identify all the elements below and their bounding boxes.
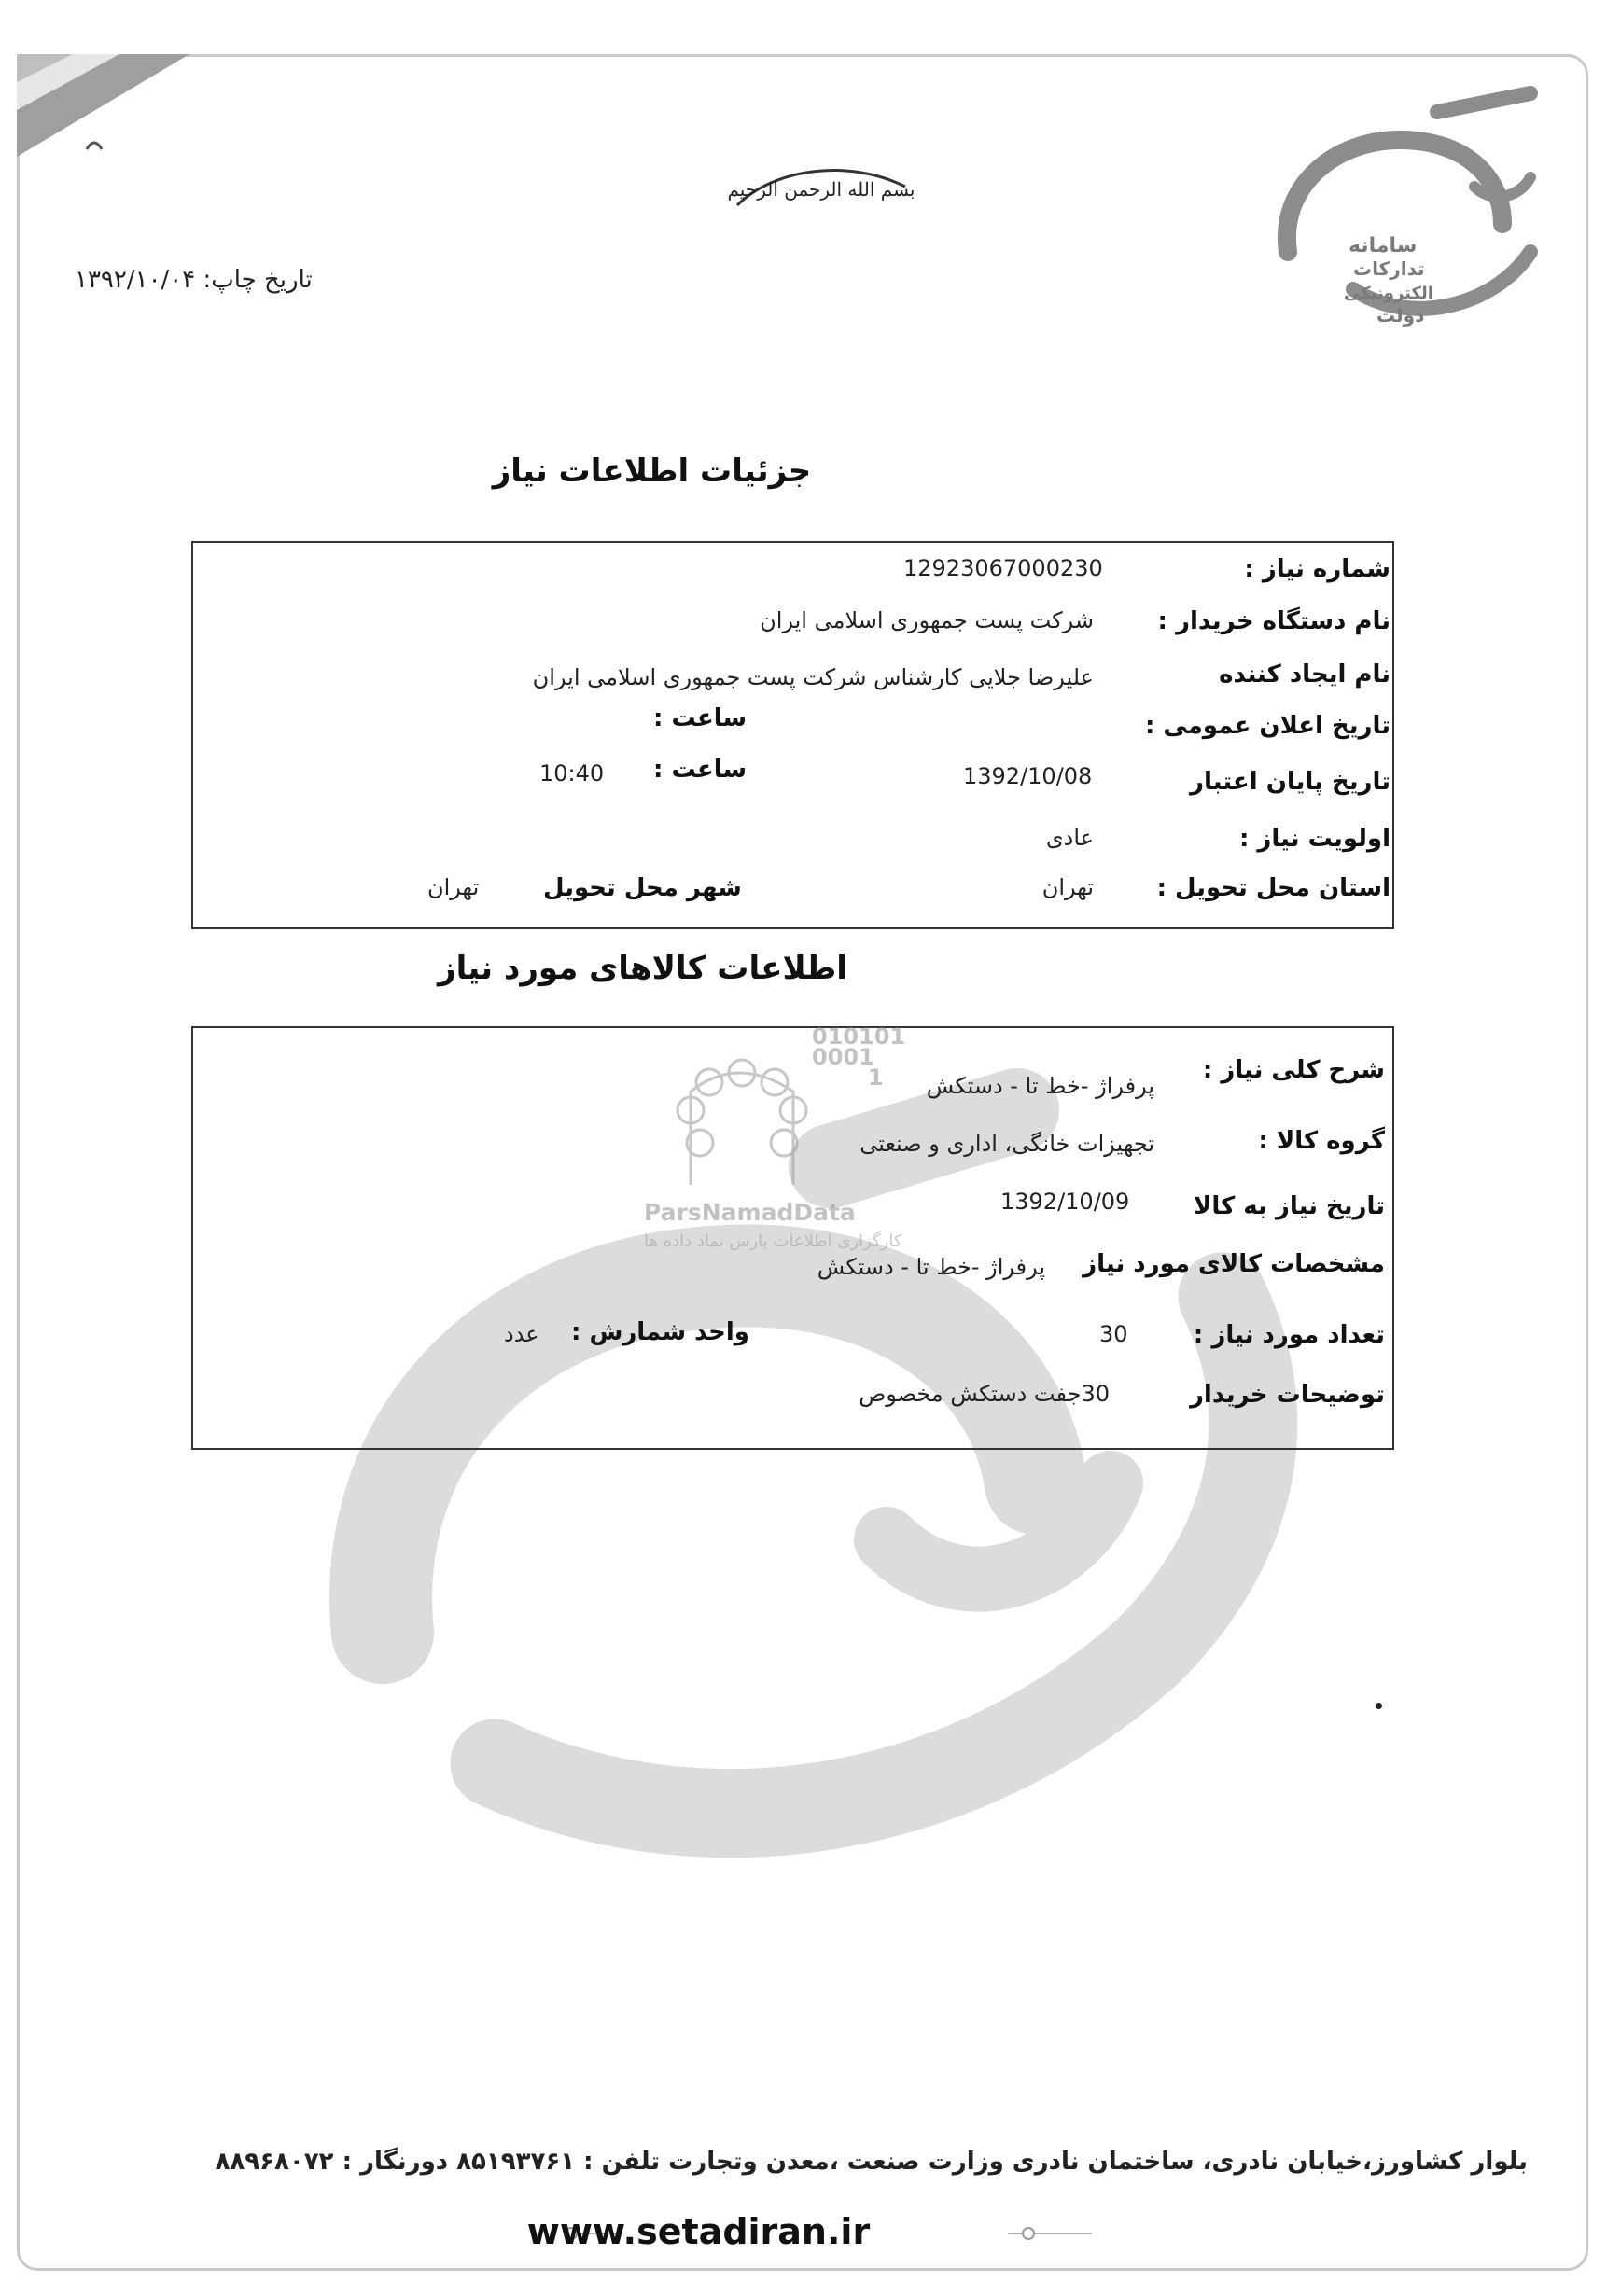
announce-time-label: ساعت : [653, 704, 748, 732]
spec-value: پرفراژ -خط تا - دستکش [817, 1254, 1045, 1280]
group-label: گروه کالا : [1258, 1127, 1385, 1155]
stamp-subtitle: کارگزاری اطلاعات پارس نماد داده ها [644, 1231, 902, 1251]
buyer-value: شرکت پست جمهوری اسلامی ایران [760, 607, 1094, 633]
need-number-value: 12923067000230 [903, 555, 1103, 581]
qty-value: 30 [1099, 1321, 1128, 1347]
announce-date-label: تاریخ اعلان عمومی : [1144, 712, 1390, 740]
stamp-binary-3: 1 [868, 1065, 884, 1091]
need-number-label: شماره نیاز : [1244, 555, 1390, 583]
priority-value: عادی [1045, 825, 1094, 851]
section1-title: جزئیات اطلاعات نیاز [492, 452, 812, 490]
need-date-value: 1392/10/09 [1000, 1189, 1130, 1215]
footer-address: بلوار کشاورز،خیابان نادری، ساختمان نادری وزارت صنعت ،معدن وتجارت تلفن : ۸۵۱۹۳۷۶۱ دورنگار : ۸۸۹۶۸۰۷۲ [215, 2148, 1528, 2176]
flag-emblem-icon [17, 54, 189, 157]
seta-logo-icon [1251, 75, 1568, 355]
footer-url-link[interactable]: www.setadiran.ir [526, 2211, 871, 2252]
print-date-label: تاریخ چاپ: [203, 266, 313, 294]
city-label: شهر محل تحویل [543, 874, 742, 902]
stamp-brand: ParsNamadData [644, 1199, 856, 1226]
unit-value: عدد [504, 1321, 539, 1347]
section2-title: اطلاعات کالاهای مورد نیاز [438, 950, 847, 987]
summary-value: پرفراژ -خط تا - دستکش [926, 1073, 1154, 1099]
province-value: تهران [1041, 874, 1094, 900]
province-label: استان محل تحویل : [1156, 874, 1390, 902]
spec-label: مشخصات کالای مورد نیاز [1083, 1250, 1385, 1278]
logo-text-2: تدارکات [1353, 257, 1425, 280]
group-value: تجهیزات خانگی، اداری و صنعتی [859, 1131, 1154, 1157]
unit-label: واحد شمارش : [571, 1318, 749, 1346]
buyer-notes-label: توضیحات خریدار [1189, 1381, 1385, 1409]
expiry-date: 1392/10/08 [963, 763, 1093, 789]
logo-text-3: الکترونیکی [1344, 284, 1433, 303]
expiry-time: 10:40 [539, 760, 605, 786]
stamp-binary-1: 010101 [812, 1023, 906, 1050]
logo-text-4: دولت [1376, 304, 1425, 327]
expiry-label: تاریخ پایان اعتبار [1190, 768, 1390, 796]
stamp-binary-2: 0001 [812, 1044, 874, 1070]
summary-label: شرح کلی نیاز : [1202, 1056, 1385, 1084]
city-value: تهران [427, 874, 480, 900]
creator-value: علیرضا جلایی کارشناس شرکت پست جمهوری اسلامی ایران [532, 664, 1094, 690]
priority-label: اولویت نیاز : [1238, 825, 1390, 853]
need-date-label: تاریخ نیاز به کالا [1193, 1192, 1385, 1220]
qty-label: تعداد مورد نیاز : [1193, 1321, 1385, 1349]
expiry-time-label: ساعت : [653, 756, 748, 784]
print-date [75, 266, 313, 294]
buyer-label: نام دستگاه خریدار : [1157, 607, 1390, 635]
bismillah-calligraphy [719, 131, 924, 233]
logo-text-1: سامانه [1349, 234, 1418, 257]
buyer-notes-value: 30جفت دستکش مخصوص [859, 1381, 1110, 1407]
print-date-value: ۱۳۹۲/۱۰/۰۴ [75, 266, 196, 294]
bismillah-text: بسم الله الرحمن الرحیم [727, 178, 915, 201]
creator-label: نام ایجاد کننده [1219, 661, 1390, 689]
stray-dot [1376, 1703, 1382, 1709]
